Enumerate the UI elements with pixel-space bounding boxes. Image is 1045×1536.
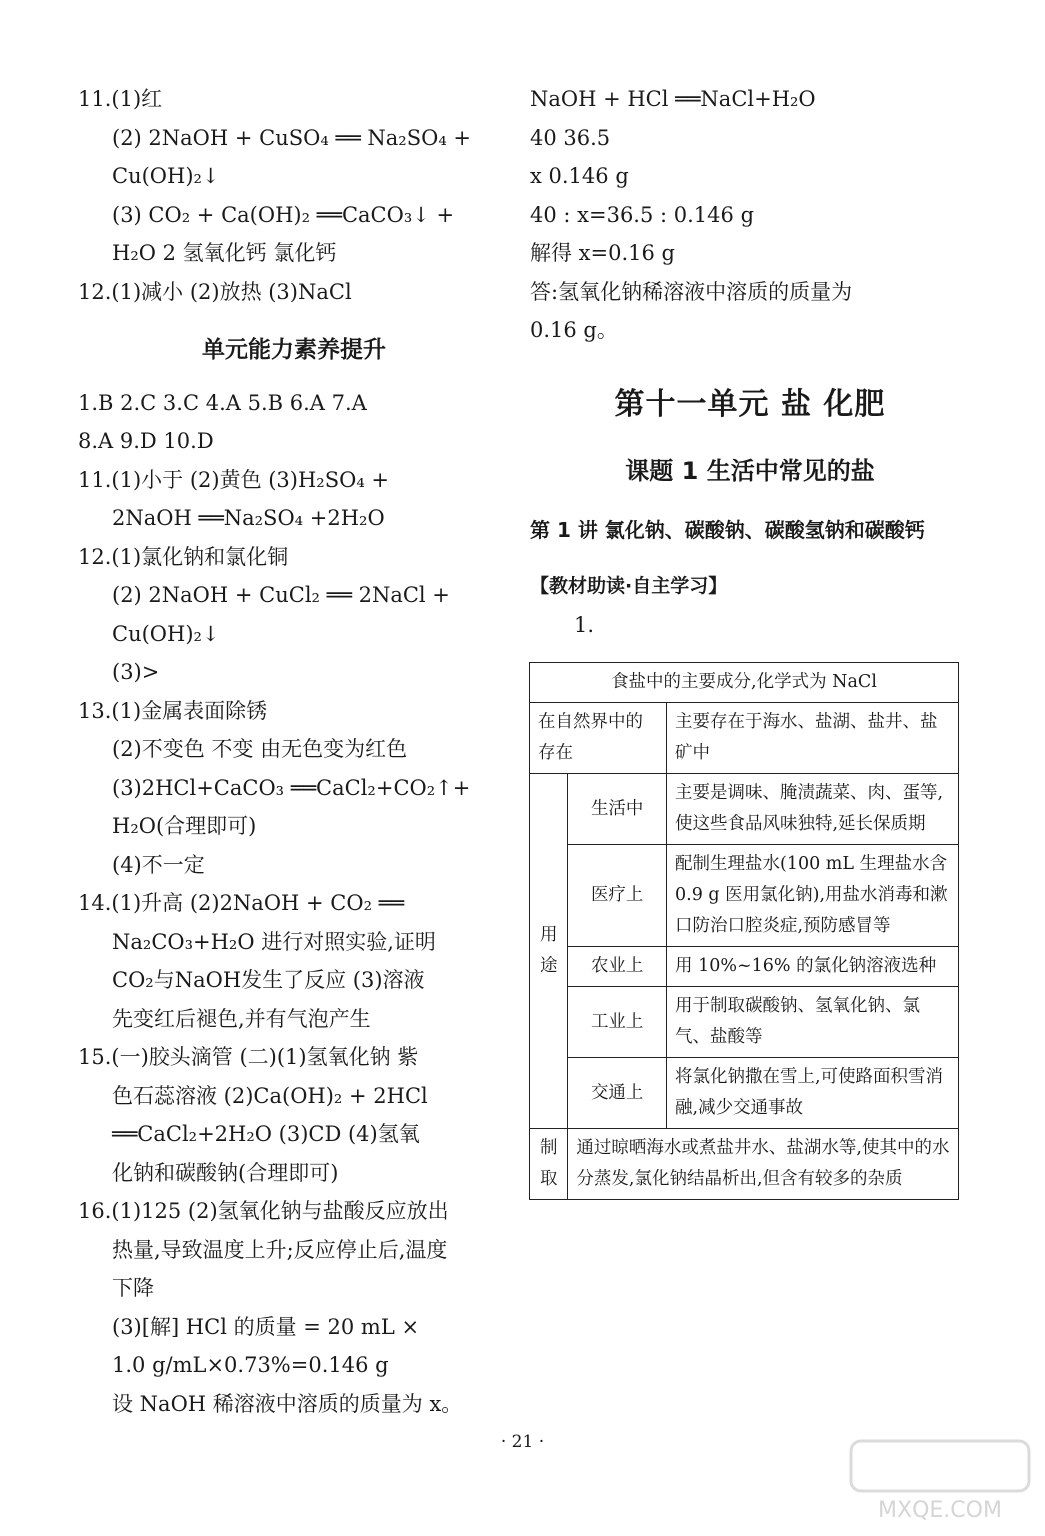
calc-line: 0.16 g。 — [530, 318, 618, 342]
answer-line: 2NaOH ══Na₂SO₄ +2H₂O — [112, 506, 385, 530]
answer-line: 8.A 9.D 10.D — [78, 429, 214, 453]
answer-line: 16.(1)125 (2)氢氧化钠与盐酸反应放出 — [78, 1199, 449, 1223]
calc-line: x 0.146 g — [530, 164, 629, 188]
answer-line: (3)> — [112, 660, 160, 684]
answer-line: 15.(一)胶头滴管 (二)(1)氢氧化钠 紫 — [78, 1045, 419, 1069]
section-heading: 单元能力素养提升 — [202, 337, 386, 363]
answer-line: H₂O 2 氢氧化钙 氯化钙 — [112, 241, 337, 265]
right-column — [530, 80, 970, 644]
answer-line: 1.0 g/mL×0.73%=0.146 g — [112, 1353, 389, 1377]
answer-line: (2) 2NaOH + CuCl₂ ══ 2NaCl + — [112, 583, 450, 607]
use-type: 医疗上 — [568, 845, 667, 947]
answer-line: 1.B 2.C 3.C 4.A 5.B 6.A 7.A — [78, 390, 367, 415]
unit-title: 第十一单元 盐 化肥 — [614, 386, 886, 422]
table-row — [530, 947, 959, 987]
table-header: 食盐中的主要成分,化学式为 NaCl — [530, 663, 959, 703]
page-number: · 21 · — [500, 1432, 545, 1452]
answer-line: 12.(1)减小 (2)放热 (3)NaCl — [78, 279, 352, 304]
section-label: 【教材助读·自主学习】 — [530, 575, 728, 597]
answer-line: 14.(1)升高 (2)2NaOH + CO₂ ══ — [78, 891, 404, 915]
use-type: 工业上 — [568, 987, 667, 1058]
calculation-block — [530, 80, 970, 350]
use-desc: 用于制取碳酸钠、氢氧化钠、氯气、盐酸等 — [667, 987, 959, 1058]
answer-line: Cu(OH)₂↓ — [112, 164, 220, 188]
calc-line: 40 36.5 — [530, 125, 611, 150]
answer-line: Cu(OH)₂↓ — [112, 621, 220, 646]
use-desc: 主要是调味、腌渍蔬菜、肉、蛋等,使这些食品风味独特,延长保质期 — [667, 774, 959, 845]
answer-line: 11.(1)红 — [78, 87, 163, 111]
nacl-table — [529, 662, 959, 1200]
answer-line: 下降 — [112, 1276, 154, 1300]
use-type: 交通上 — [568, 1058, 667, 1129]
calc-line: 解得 x=0.16 g — [530, 241, 675, 265]
use-label: 用途 — [530, 774, 568, 1129]
answer-line: H₂O(合理即可) — [112, 814, 257, 838]
answer-line: 12.(1)氯化钠和氯化铜 — [78, 544, 289, 569]
nature-label: 在自然界中的存在 — [530, 703, 667, 774]
make-label: 制取 — [530, 1129, 568, 1200]
use-type: 生活中 — [568, 774, 667, 845]
table-row — [530, 987, 959, 1058]
answer-line: 热量,导致温度上升;反应停止后,温度 — [112, 1237, 448, 1262]
answer-line: (2)不变色 不变 由无色变为红色 — [112, 737, 408, 761]
table-header-row — [530, 663, 959, 703]
calc-line: NaOH + HCl ══NaCl+H₂O — [530, 87, 816, 111]
use-desc: 将氯化钠撒在雪上,可使路面积雪消融,减少交通事故 — [667, 1058, 959, 1129]
table-row — [530, 1129, 959, 1200]
table-row — [530, 845, 959, 947]
calc-line: 40 : x=36.5 : 0.146 g — [530, 202, 755, 227]
answer-line: (4)不一定 — [112, 852, 205, 877]
answer-line: CO₂与NaOH发生了反应 (3)溶液 — [112, 968, 425, 992]
nature-value: 主要存在于海水、盐湖、盐井、盐矿中 — [667, 703, 959, 774]
answer-line: (3)[解] HCl 的质量 = 20 mL × — [112, 1314, 420, 1339]
table-row — [530, 774, 959, 845]
use-desc: 配制生理盐水(100 mL 生理盐水含 0.9 g 医用氯化钠),用盐水消毒和漱口防治口腔炎症,预防感冒等 — [667, 845, 959, 947]
answer-line: 13.(1)金属表面除锈 — [78, 698, 268, 723]
answer-line: 色石蕊溶液 (2)Ca(OH)₂ + 2HCl — [112, 1083, 428, 1108]
answer-line: ══CaCl₂+2H₂O (3)CD (4)氢氧 — [112, 1122, 420, 1146]
answers-part-a — [78, 80, 510, 311]
answers-part-b — [78, 384, 510, 1424]
calc-line: 答:氢氧化钠稀溶液中溶质的质量为 — [530, 279, 853, 304]
answer-line: (3) CO₂ + Ca(OH)₂ ══CaCO₃↓ + — [112, 202, 455, 227]
answer-line: 先变红后褪色,并有气泡产生 — [112, 1006, 371, 1031]
table-row — [530, 1058, 959, 1129]
make-value: 通过晾晒海水或煮盐井水、盐湖水等,使其中的水分蒸发,氯化钠结晶析出,但含有较多的杂质 — [568, 1129, 959, 1200]
answer-line: 设 NaOH 稀溶液中溶质的质量为 x。 — [112, 1391, 463, 1416]
watermark-logo — [845, 1435, 1035, 1530]
table-row — [530, 703, 959, 774]
watermark-text: MXQE.COM — [878, 1498, 1002, 1523]
answer-line: Na₂CO₃+H₂O 进行对照实验,证明 — [112, 929, 436, 954]
answer-line: (2) 2NaOH + CuSO₄ ══ Na₂SO₄ + — [112, 125, 472, 150]
left-column — [78, 80, 510, 1423]
use-desc: 用 10%~16% 的氯化钠溶液选种 — [667, 947, 959, 987]
lecture-title: 第 1 讲 氯化钠、碳酸钠、碳酸氢钠和碳酸钙 — [530, 517, 925, 542]
lesson-title: 课题 1 生活中常见的盐 — [625, 457, 875, 485]
answer-line: 11.(1)小于 (2)黄色 (3)H₂SO₄ + — [78, 467, 390, 492]
answer-line: (3)2HCl+CaCO₃ ══CaCl₂+CO₂↑+ — [112, 775, 471, 800]
answer-line: 化钠和碳酸钠(合理即可) — [112, 1160, 339, 1185]
item-number: 1. — [574, 612, 595, 637]
use-type: 农业上 — [568, 947, 667, 987]
